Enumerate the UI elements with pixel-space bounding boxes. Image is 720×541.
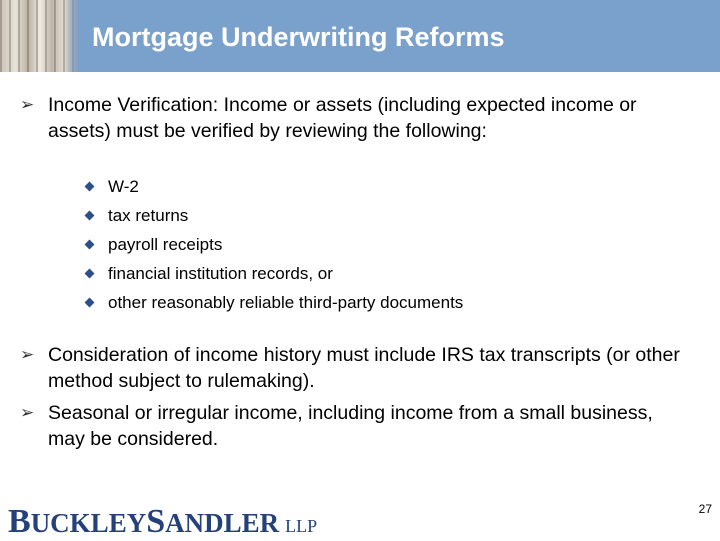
logo-text: UCKLEY bbox=[30, 508, 147, 538]
slide-title: Mortgage Underwriting Reforms bbox=[92, 22, 505, 52]
logo-llp: LLP bbox=[285, 516, 318, 536]
list-item-text: W-2 bbox=[108, 176, 139, 196]
list-item-text: other reasonably reliable third-party documents bbox=[108, 292, 464, 312]
list-item bbox=[84, 230, 463, 259]
list-item-text: financial institution records, or bbox=[108, 263, 333, 283]
logo-letter: S bbox=[146, 503, 166, 540]
title-bar bbox=[0, 0, 720, 72]
diamond-bullet-icon bbox=[85, 298, 95, 308]
bullet-income-verification bbox=[20, 92, 688, 144]
building-columns-image bbox=[0, 0, 80, 72]
buckleysandler-logo bbox=[8, 503, 317, 541]
logo-text: ANDLER bbox=[165, 508, 280, 538]
list-item bbox=[84, 259, 463, 288]
list-item-text: tax returns bbox=[108, 205, 189, 225]
list-item bbox=[84, 201, 463, 230]
arrow-bullet-icon: ➢ bbox=[20, 345, 35, 364]
diamond-bullet-icon bbox=[85, 182, 95, 192]
bullet-text: Income Verification: Income or assets (including expected income or assets) must be verified by reviewing the following: bbox=[48, 94, 637, 142]
diamond-bullet-icon bbox=[85, 211, 95, 221]
list-item bbox=[84, 172, 463, 201]
arrow-bullet-icon: ➢ bbox=[20, 95, 35, 114]
diamond-bullet-icon bbox=[85, 240, 95, 250]
bullet-text: Seasonal or irregular income, including income from a small business, may be considered. bbox=[48, 402, 653, 450]
bullet-seasonal-income bbox=[20, 400, 688, 452]
list-item-text: payroll receipts bbox=[108, 234, 223, 254]
bullet-text: Consideration of income history must include IRS tax transcripts (or other method subject to rulemaking). bbox=[48, 344, 680, 392]
verification-sources-list bbox=[84, 172, 463, 317]
logo-letter: B bbox=[8, 503, 31, 540]
bullet-income-history bbox=[20, 342, 688, 394]
page-number: 27 bbox=[698, 502, 712, 516]
arrow-bullet-icon: ➢ bbox=[20, 403, 35, 422]
list-item bbox=[84, 288, 463, 317]
diamond-bullet-icon bbox=[85, 269, 95, 279]
